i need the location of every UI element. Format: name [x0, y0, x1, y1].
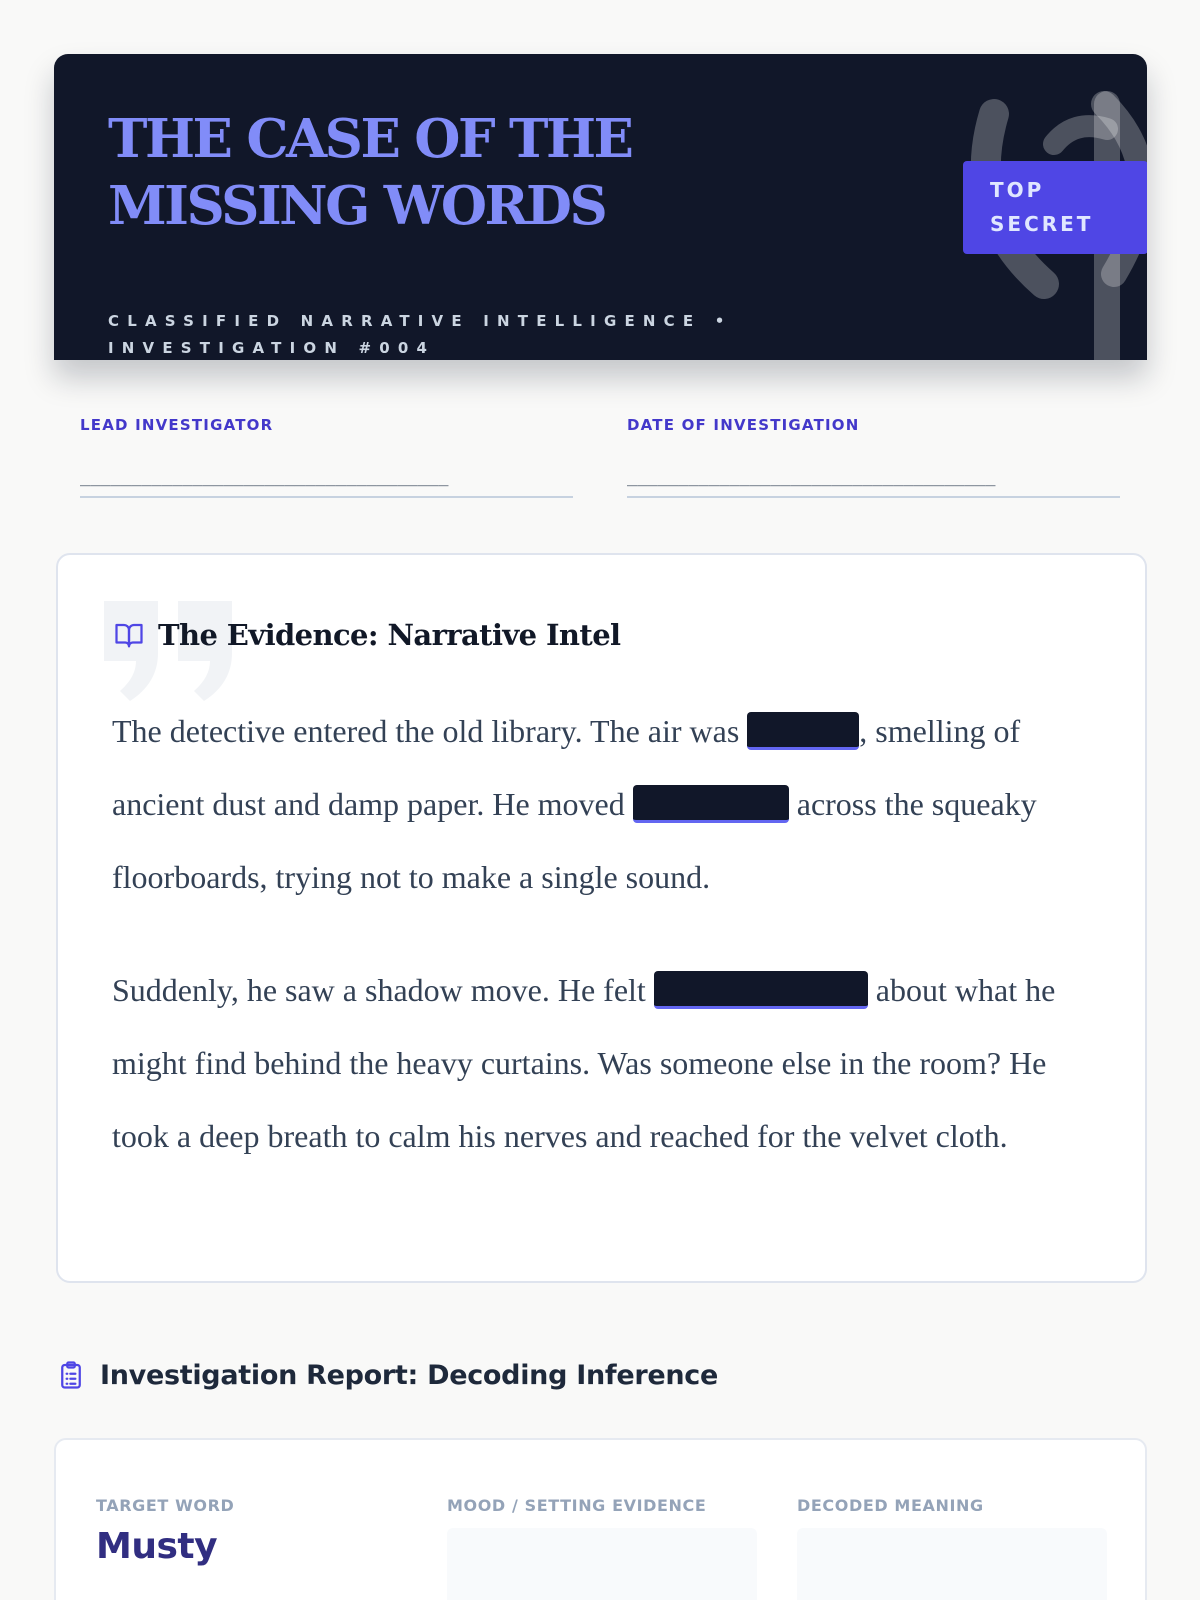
- evidence-card: [56, 553, 1147, 1283]
- decoded-meaning-label: DECODED MEANING: [797, 1496, 984, 1515]
- text-fragment: The detective entered the old library. The air was: [112, 713, 748, 749]
- report-card: [54, 1438, 1147, 1600]
- text-fragment: might find behind the heavy curtains. Was someone else in the room? He: [112, 1045, 1047, 1081]
- book-open-icon: [112, 620, 146, 650]
- date-of-investigation-label: DATE OF INVESTIGATION: [627, 416, 860, 434]
- mood-setting-evidence-label: MOOD / SETTING EVIDENCE: [447, 1496, 707, 1515]
- date-of-investigation-field[interactable]: ____________________________________: [627, 460, 1120, 498]
- target-word-label: TARGET WORD: [96, 1496, 235, 1515]
- lead-investigator-field[interactable]: ____________________________________: [80, 460, 573, 498]
- text-fragment: took a deep breath to calm his nerves and reached for the velvet cloth.: [112, 1118, 1008, 1154]
- text-fragment: ancient dust and damp paper. He moved: [112, 786, 633, 822]
- narrative-paragraph-2: [112, 954, 1112, 1173]
- lead-investigator-label: LEAD INVESTIGATOR: [80, 416, 274, 434]
- evidence-title-text: The Evidence: Narrative Intel: [158, 618, 621, 652]
- text-fragment: floorboards, trying not to make a single sound.: [112, 859, 711, 895]
- redacted-word-2[interactable]: [633, 785, 789, 823]
- decoded-meaning-input[interactable]: [797, 1528, 1107, 1600]
- page-title: THE CASE OF THE MISSING WORDS: [108, 108, 632, 237]
- redacted-word-3[interactable]: [654, 971, 868, 1009]
- text-fragment: , smelling of: [859, 713, 1021, 749]
- text-fragment: across the squeaky: [788, 786, 1037, 822]
- case-header-banner: [54, 54, 1147, 360]
- text-fragment: about what he: [867, 972, 1056, 1008]
- redacted-word-1[interactable]: [747, 712, 859, 750]
- report-heading-text: Investigation Report: Decoding Inference: [100, 1359, 718, 1391]
- narrative-paragraph-1: [112, 695, 1112, 914]
- report-heading: [56, 1354, 718, 1396]
- target-word-value: Musty: [96, 1526, 218, 1567]
- clipboard-list-icon: [56, 1359, 86, 1391]
- page-subtitle: CLASSIFIED NARRATIVE INTELLIGENCE • INVESTIGATION #004: [108, 312, 733, 357]
- text-fragment: Suddenly, he saw a shadow move. He felt: [112, 972, 654, 1008]
- mood-setting-evidence-input[interactable]: [447, 1528, 757, 1600]
- top-secret-badge: TOP SECRET: [963, 161, 1147, 254]
- narrative-text: [112, 695, 1112, 1213]
- evidence-title: [112, 615, 620, 655]
